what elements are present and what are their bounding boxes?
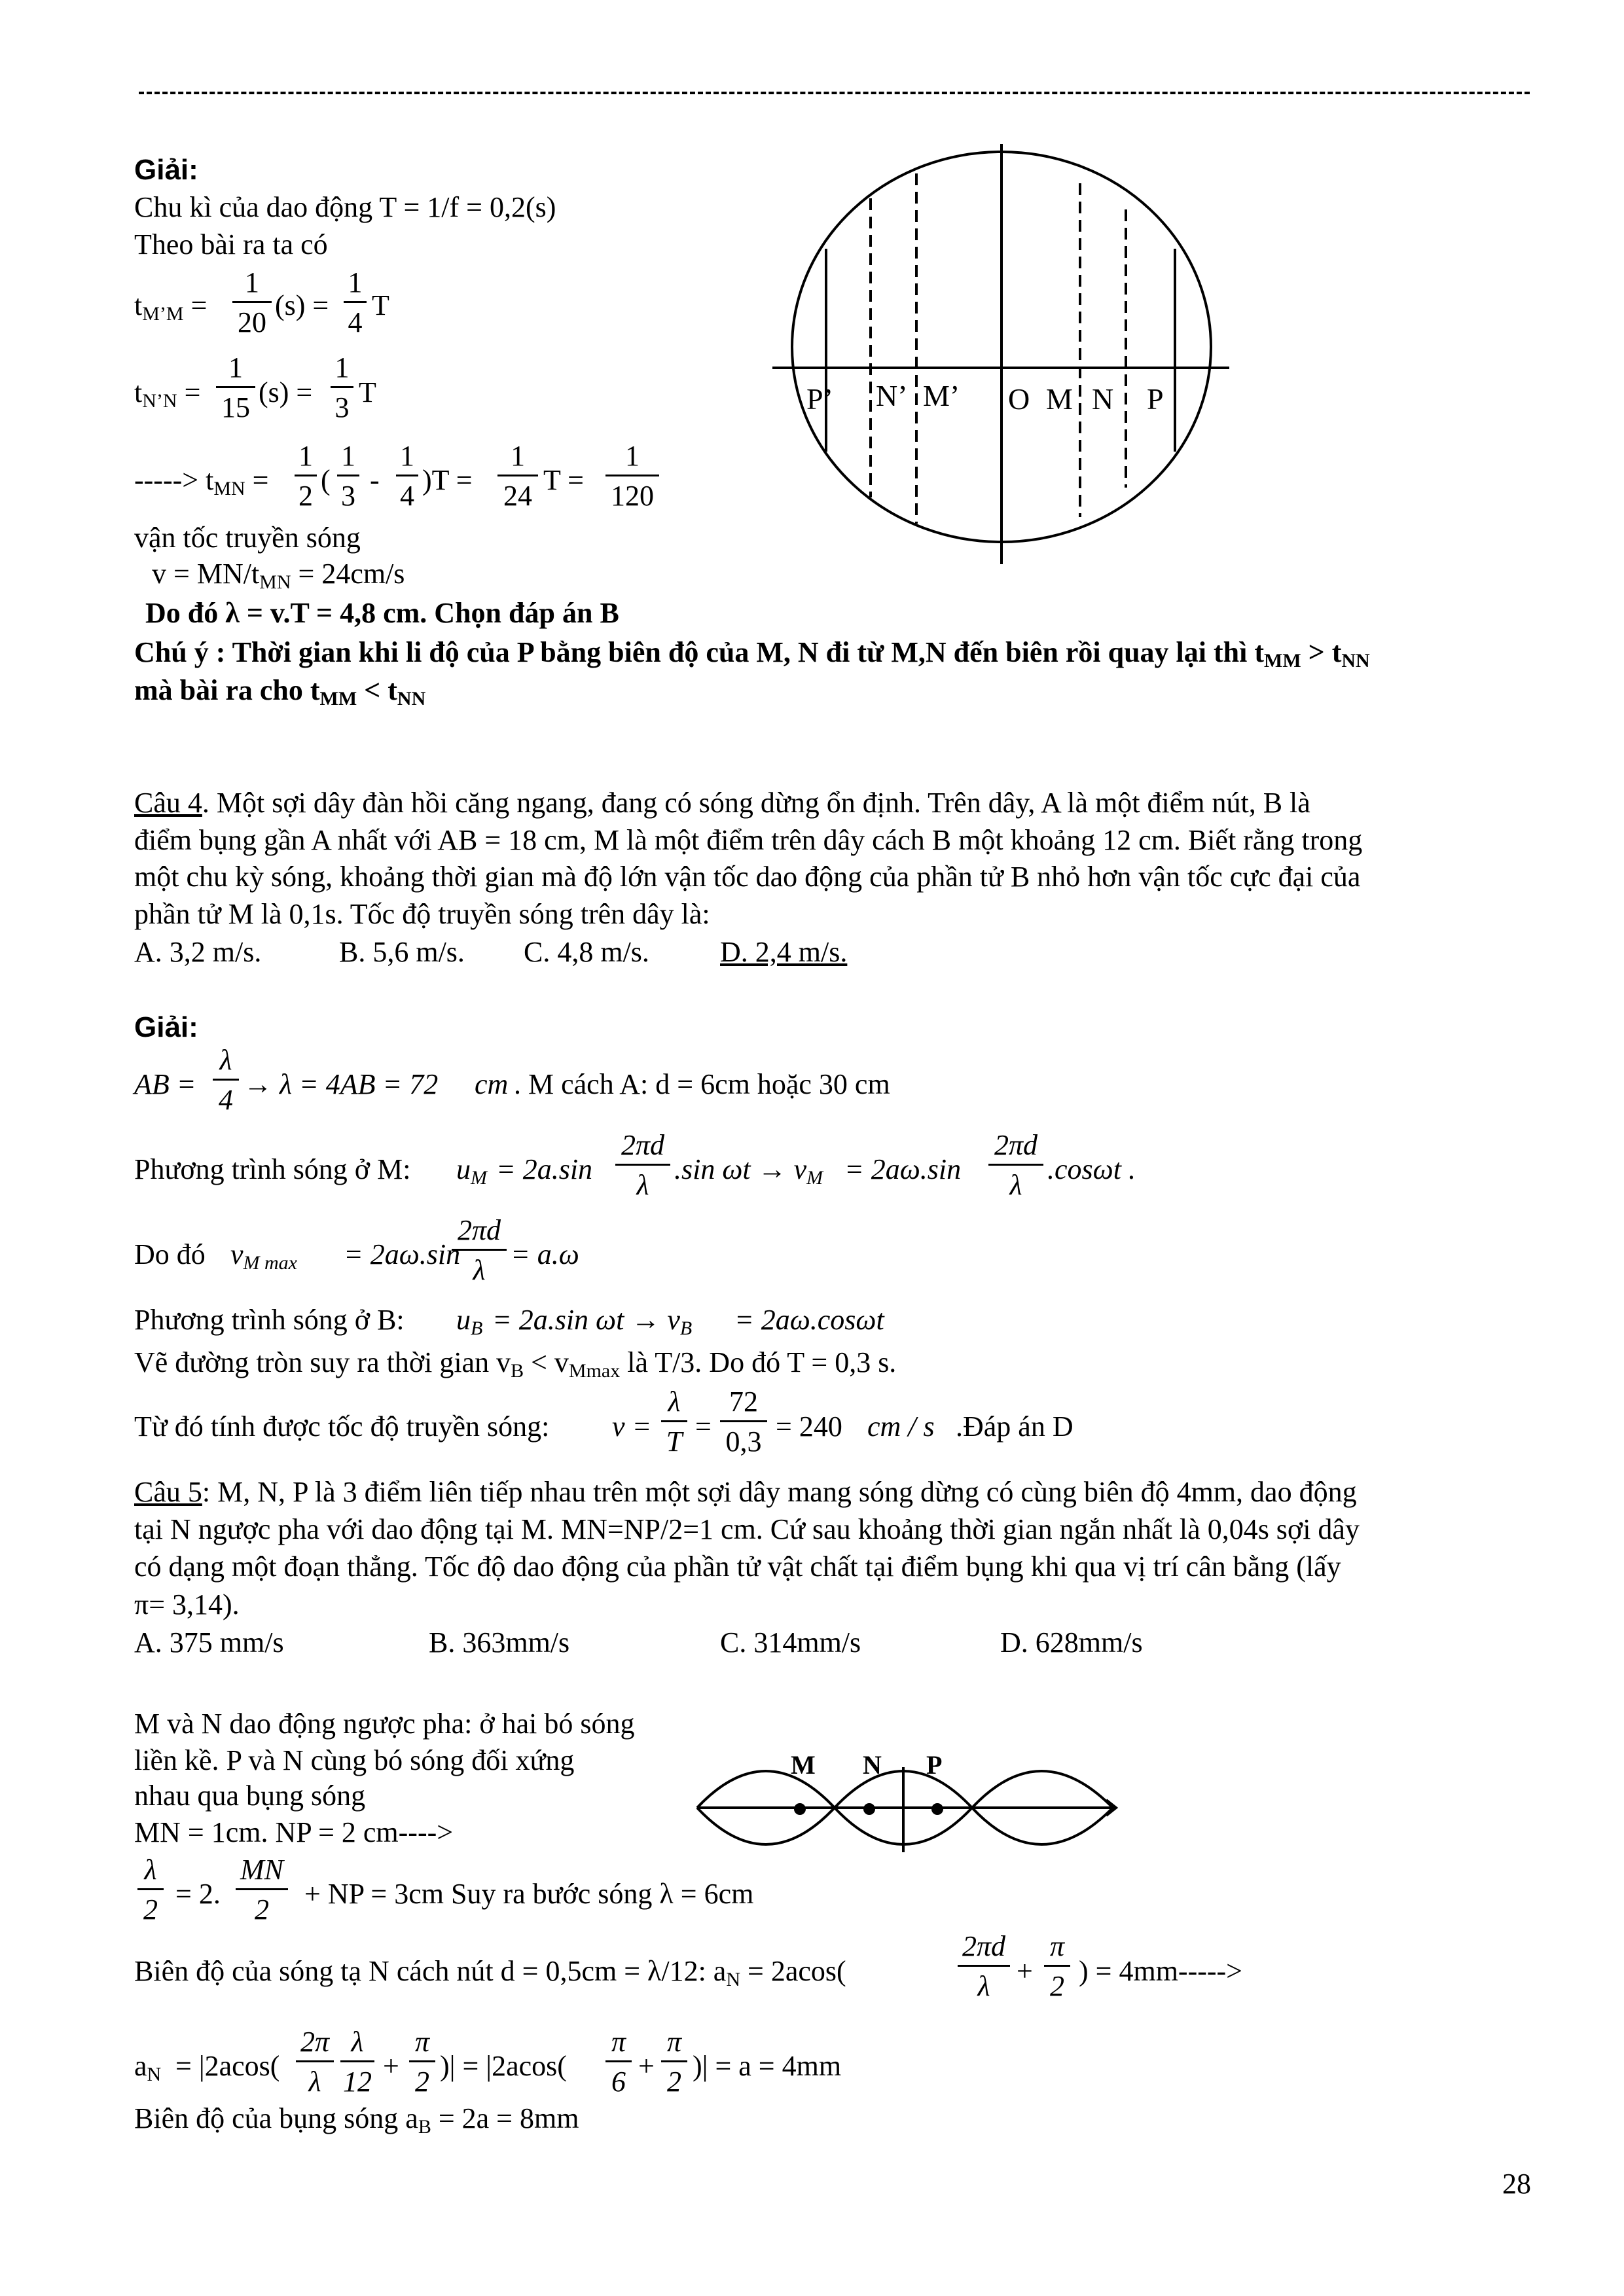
wave-label-m: M [791,1750,816,1780]
question5-option-a: A. 375 mm/s [134,1626,284,1659]
question5-option-b: B. 363mm/s [429,1626,570,1659]
question5-option-c: C. 314mm/s [720,1626,861,1659]
question5-line1: Câu 5: M, N, P là 3 điểm liên tiếp nhau trên một sợi dây mang sóng dừng có cùng biên độ 4mm, dao động [134,1476,1357,1508]
circle-label-m-prime: M’ [923,379,960,412]
standing-wave-diagram [687,1741,1146,1872]
top-dashed-rule [139,92,1530,94]
solution1-line7: $v = MN/t_{MN} = 24cm/s$ [152,558,405,593]
wave-label-n: N [863,1750,882,1780]
solution3-line8: Biên độ của bụng sóng $a_B = 2a = 8mm$ [134,2102,579,2138]
question5-option-d: D. 628mm/s [1000,1626,1143,1659]
solution2-step5: Vẽ đường tròn suy ra thời gian $v_B < v_{Mmax}$ là T/3. Do đó T = 0,3 s. [134,1346,897,1382]
question4-line2: điểm bụng gần A nhất với AB = 18 cm, M là một điểm trên dây cách B một khoảng 12 cm. Biết rằng trong [134,824,1363,856]
wave-point-m [794,1803,806,1815]
solution1-line6: vận tốc truyền sóng [134,522,361,554]
question4-line4: phần tử M là 0,1s. Tốc độ truyền sóng trên dây là: [134,898,710,930]
solution1-line9: Chú ý : Thời gian khi li độ của P bằng biên độ của M, N đi từ M,N đến biên rồi quay lại thì $t_{MM} > t_{NN}$ [134,636,1370,672]
solution1-line10: mà bài ra cho $t_{MM} < t_{NN}$ [134,674,426,709]
circle-label-n-prime: N’ [876,379,908,412]
circle-label-n: N [1092,382,1114,416]
question4-option-b: B. 5,6 m/s. [339,936,465,968]
solution2-heading: Giải: [134,1011,198,1043]
solution3-line4: MN = 1cm. NP = 2 cm----> [134,1816,454,1848]
solution1-line2: Theo bài ra ta có [134,228,328,260]
circle-label-p: P [1147,382,1164,416]
wave-label-p: P [926,1750,943,1780]
question5-line3: có dạng một đoạn thẳng. Tốc độ dao động của phần tử vật chất tại điểm bụng khi qua vị trí cân bằng (lấy [134,1551,1341,1583]
question5-line4: π= 3,14). [134,1588,240,1621]
circle-label-m: M [1046,382,1073,416]
solution3-line3: nhau qua bụng sóng [134,1780,366,1812]
question4-option-d: D. 2,4 m/s. [720,936,848,968]
wave-point-p [931,1803,943,1815]
solution3-line2: liền kề. P và N cùng bó sóng đối xứng [134,1744,575,1776]
solution1-line8: Do đó λ = v.T = 4,8 cm. Chọn đáp án B [145,597,619,629]
question4-option-a: A. 3,2 m/s. [134,936,262,968]
question5-line2: tại N ngược pha với dao động tại M. MN=NP/2=1 cm. Cứ sau khoảng thời gian ngắn nhất là 0,04s sợi dây [134,1513,1360,1545]
solution1-heading: Giải: [134,154,198,186]
circle-label-o: O [1008,382,1030,416]
question4-option-c: C. 4,8 m/s. [524,936,649,968]
circle-label-p-prime: P’ [806,382,833,416]
wave-point-n [863,1803,875,1815]
solution3-line1: M và N dao động ngược pha: ở hai bó sóng [134,1708,635,1740]
page-number: 28 [1502,2168,1531,2200]
circle-diagram [772,144,1231,576]
solution1-line1: Chu kì của dao động T = 1/f = 0,2(s) [134,191,556,223]
question4-line3: một chu kỳ sóng, khoảng thời gian mà độ lớn vận tốc dao động của phần tử B nhỏ hơn vận tốc cực đại của [134,861,1361,893]
question4-line1: Câu 4. Một sợi dây đàn hồi căng ngang, đang có sóng dừng ổn định. Trên dây, A là một điểm nút, B là [134,787,1310,819]
